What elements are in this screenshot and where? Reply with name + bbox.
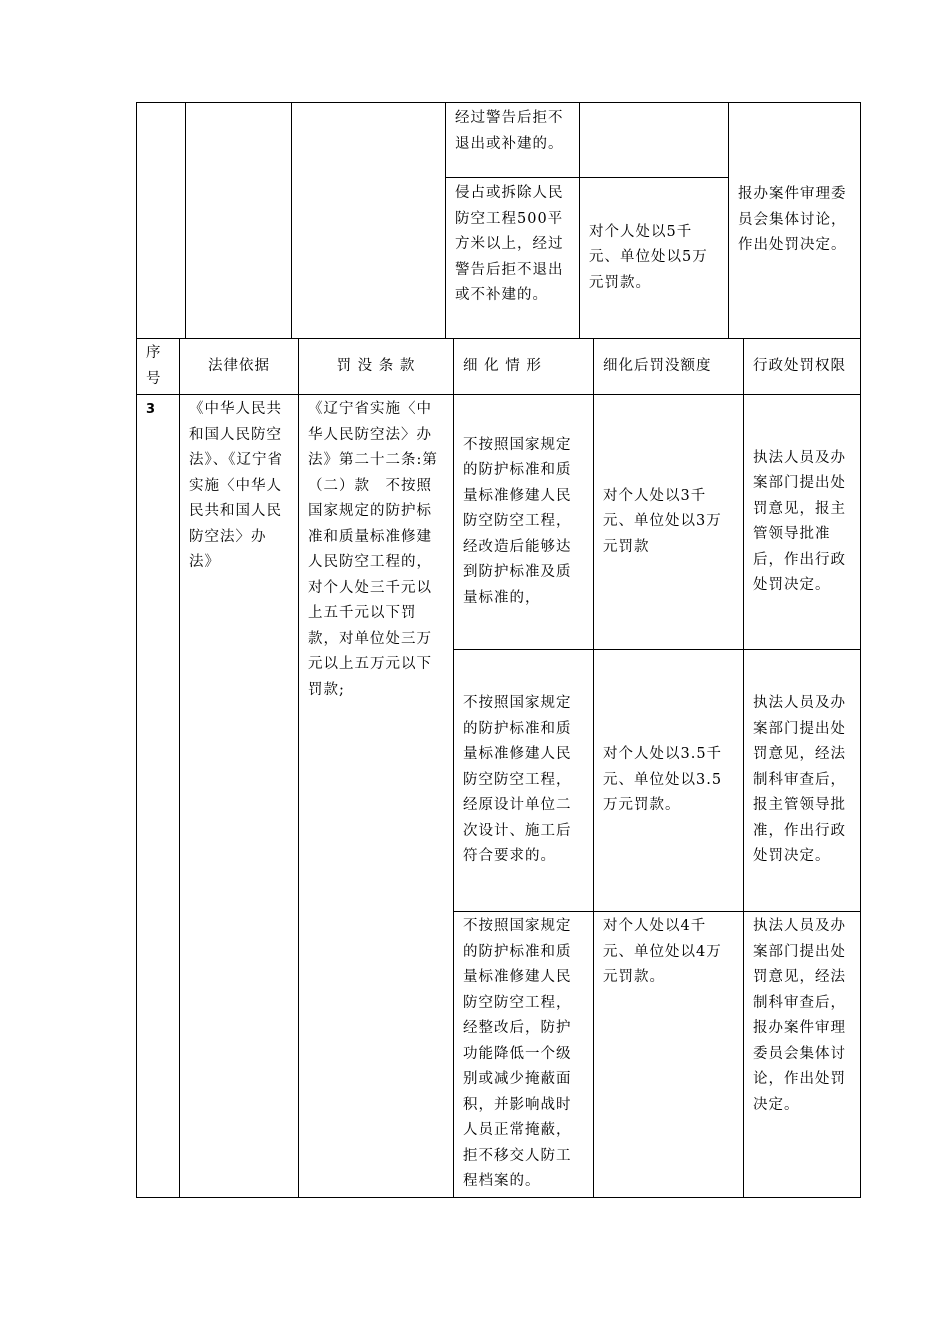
seq-cell-empty bbox=[137, 103, 186, 339]
penalty-table bbox=[136, 338, 861, 1198]
basis-cell-empty bbox=[186, 103, 292, 339]
header-row bbox=[137, 339, 861, 395]
situation-cell: 不按照国家规定的防护标准和质量标准修建人民防空防空工程，经整改后，防护功能降低一个级别或减少掩蔽面积，并影响战时人员正常掩蔽，拒不移交人防工程档案的。 bbox=[454, 912, 594, 1198]
header-basis: 法律依据 bbox=[180, 339, 299, 395]
clause-cell-empty bbox=[292, 103, 446, 339]
authority-cell: 执法人员及办案部门提出处罚意见，经法制科审查后，报主管领导批准，作出行政处罚决定。 bbox=[744, 650, 861, 912]
header-seq: 序号 bbox=[137, 339, 180, 395]
authority-cell: 执法人员及办案部门提出处罚意见，报主管领导批准后，作出行政处罚决定。 bbox=[744, 395, 861, 650]
header-clause: 罚 没 条 款 bbox=[299, 339, 454, 395]
table-row bbox=[137, 395, 861, 650]
basis-cell: 《中华人民共和国人民防空法》、《辽宁省实施〈中华人民共和国人民防空法〉办法》 bbox=[180, 395, 299, 1198]
situation-cell: 不按照国家规定的防护标准和质量标准修建人民防空防空工程，经原设计单位二次设计、施工后符合要求的。 bbox=[454, 650, 594, 912]
authority-cell: 报办案件审理委员会集体讨论，作出处罚决定。 bbox=[729, 103, 861, 339]
header-amount: 细化后罚没额度 bbox=[594, 339, 744, 395]
amount-cell: 对个人处以4千元、单位处以4万元罚款。 bbox=[594, 912, 744, 1198]
amount-cell: 对个人处以5千元、单位处以5万元罚款。 bbox=[580, 178, 729, 339]
amount-cell bbox=[580, 103, 729, 178]
header-situation: 细 化 情 形 bbox=[454, 339, 594, 395]
situation-cell: 经过警告后拒不退出或补建的。 bbox=[446, 103, 580, 178]
continuation-table bbox=[136, 102, 861, 339]
amount-cell: 对个人处以3千元、单位处以3万元罚款 bbox=[594, 395, 744, 650]
seq-cell: 3 bbox=[137, 395, 180, 1198]
clause-cell: 《辽宁省实施〈中华人民防空法〉办法》第二十二条:第（二）款 不按照国家规定的防护标准和质量标准修建人民防空工程的，对个人处三千元以上五千元以下罚款，对单位处三万元以上五万元以下罚款; bbox=[299, 395, 454, 1198]
situation-cell: 侵占或拆除人民防空工程500平方米以上，经过警告后拒不退出或不补建的。 bbox=[446, 178, 580, 339]
amount-cell: 对个人处以3.5千元、单位处以3.5万元罚款。 bbox=[594, 650, 744, 912]
authority-cell: 执法人员及办案部门提出处罚意见，经法制科审查后，报办案件审理委员会集体讨论，作出处罚决定。 bbox=[744, 912, 861, 1198]
situation-cell: 不按照国家规定的防护标准和质量标准修建人民防空防空工程，经改造后能够达到防护标准及质量标准的， bbox=[454, 395, 594, 650]
header-authority: 行政处罚权限 bbox=[744, 339, 861, 395]
